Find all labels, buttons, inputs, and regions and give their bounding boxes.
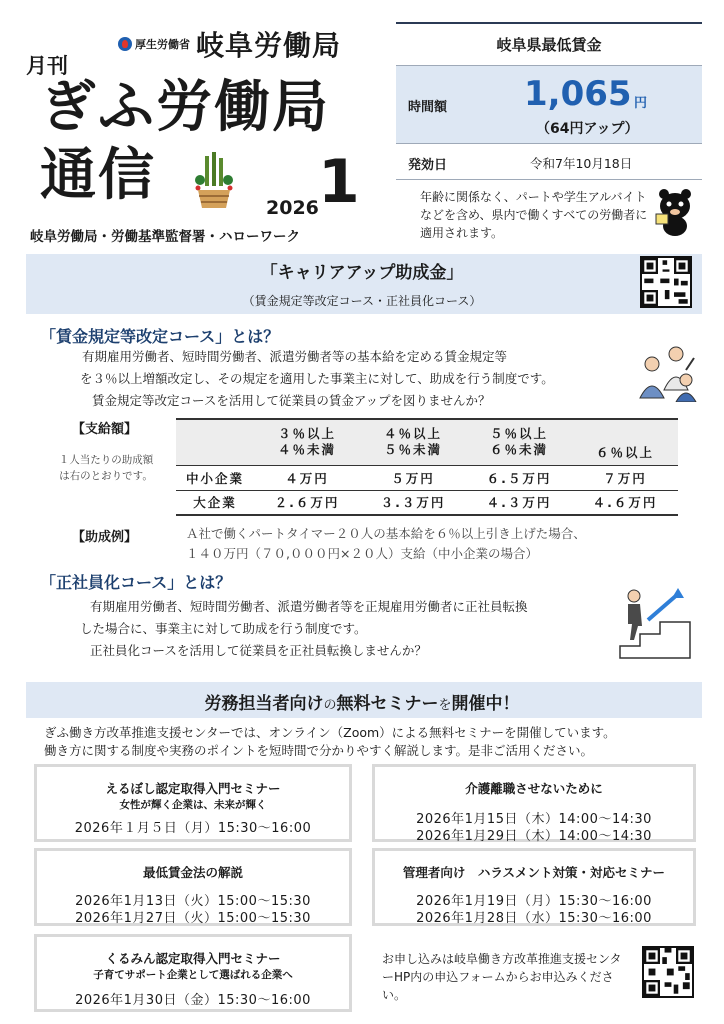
pay-amount-note: １人当たりの助成額は右のとおりです。 (58, 454, 154, 482)
issue-month: 1 (318, 147, 360, 217)
pay-amount-label: 【支給額】 (72, 422, 138, 437)
table-cell: ２.６万円 (254, 490, 360, 515)
seminar-intro-line-1: ぎふ働き方改革推進支援センターでは、オンライン（Zoom）による無料セミナーを開催しています。 (44, 725, 616, 740)
seminar-card-min-wage[interactable] (34, 848, 352, 926)
seminar-title-b: の (323, 698, 337, 713)
seminar-card-date: 2026年1月15日（木）14:00～14:30 (416, 812, 652, 827)
regular-course-line-2: した場合に、事業主に対して助成を行う制度です。 (80, 621, 367, 636)
table-cell: ５万円 (360, 465, 466, 490)
wage-course-line-1: 有期雇用労働者、短時間労働者、派遣労働者等の基本給を定める賃金規定等 (82, 349, 508, 364)
people-celebrating-icon (632, 340, 698, 402)
mhlw-mark-icon (118, 37, 132, 51)
table-row (176, 490, 678, 515)
subsidy-table (176, 418, 678, 516)
example-line-2: １４０万円（７０,０００円×２０人）支給（中小企業の場合） (186, 546, 538, 561)
example-line-1: Ａ社で働くパートタイマー２０人の基本給を６％以上引き上げた場合、 (186, 526, 586, 541)
table-header-text: ５％以上 ６％未満 (489, 426, 548, 458)
table-header-cell (572, 419, 678, 465)
seminar-card-date: 2026年1月27日（火）15:00～15:30 (75, 911, 311, 926)
seminar-card-date: 2026年１月５日（月）15:30～16:00 (74, 821, 312, 836)
seminar-title-e: 開催中！ (451, 694, 520, 714)
wage-increase: （64円アップ） (536, 121, 639, 137)
seminar-card-date: 2026年1月28日（水）15:30～16:00 (416, 911, 652, 926)
seminar-title-c: 無料セミナー (336, 694, 439, 714)
example-text (186, 524, 586, 564)
seminar-card-title: くるみん認定取得入門セミナー (105, 951, 281, 966)
grant-subtitle: （賃金規定等改定コース・正社員化コース） (242, 294, 482, 308)
application-note: お申し込みは岐阜働き方改革推進支援センターHP内の申込フォームからお申込みください。 (382, 952, 622, 1002)
table-header-text: ６％以上 (595, 444, 654, 460)
table-cell: 中小企業 (176, 465, 254, 490)
wage-course-line-2: を３％以上増額改定し、その規定を適用した事業主に対して、助成を行う制度です。 (80, 371, 554, 386)
seminar-card-subtitle: 女性が輝く企業は、未来が輝く (119, 799, 267, 811)
minimum-wage-amount: 1,065 (524, 74, 632, 114)
seminar-title-a: 労務担当者向け (204, 694, 324, 714)
minimum-wage-note: 年齢に関係なく、パートや学生アルバイトなどを含め、県内で働くすべての労働者に適用されます。 (420, 190, 648, 240)
grant-title: 「キャリアアップ助成金」 (260, 263, 464, 283)
seminar-card-title: 管理者向け ハラスメント対策・対応セミナー (402, 865, 666, 880)
effective-date-row (396, 144, 702, 180)
regular-course-line-3: 正社員化コースを活用して従業員を正社員転換しませんか？ (90, 643, 427, 658)
mhlw-logo (118, 36, 190, 52)
table-header-cell (176, 419, 254, 465)
example-label: 【助成例】 (72, 530, 138, 545)
table-cell: 大企業 (176, 490, 254, 515)
qr-code-icon[interactable] (642, 946, 694, 998)
table-cell: ４.３万円 (466, 490, 572, 515)
seminar-card-harassment[interactable] (372, 848, 696, 926)
wage-course-heading: 「賃金規定等改定コース」とは？ (40, 327, 280, 346)
mhlw-logo-text: 厚生労働省 (135, 38, 190, 51)
seminar-card-kurumin[interactable] (34, 934, 352, 1012)
seminar-card-title: 介護離職させないために (465, 781, 603, 796)
table-header-text: ４％以上 ５％未満 (383, 426, 442, 458)
seminar-card-care-leave[interactable] (372, 764, 696, 842)
table-cell: ７万円 (572, 465, 678, 490)
kadomatsu-icon (190, 152, 238, 210)
newsletter-title: ぎふ労働局 (40, 75, 330, 140)
seminar-card-date: 2026年1月19日（月）15:30～16:00 (416, 894, 652, 909)
monthly-label: 月刊 (26, 54, 68, 78)
effective-label: 発効日 (408, 158, 448, 173)
hourly-label: 時間額 (408, 100, 448, 115)
seminar-intro (44, 724, 704, 760)
minimum-wage-hourly-row (396, 66, 702, 144)
qr-code-icon[interactable] (640, 256, 692, 308)
table-cell: ４.６万円 (572, 490, 678, 515)
yen-unit: 円 (634, 96, 648, 111)
effective-date: 令和7年10月18日 (530, 156, 633, 171)
seminar-title-d: を (438, 698, 452, 713)
minimum-wage-box (396, 22, 702, 180)
seminar-card-date: 2026年1月13日（火）15:00～15:30 (75, 894, 311, 909)
regular-course-heading: 「正社員化コース」とは？ (40, 573, 232, 592)
newsletter-title-2: 通信 (40, 143, 156, 208)
mascot-icon (654, 188, 696, 236)
seminar-card-date: 2026年1月29日（木）14:00～14:30 (416, 829, 652, 844)
seminar-title (0, 689, 724, 714)
seminar-card-date: 2026年1月30日（金）15:30～16:00 (75, 993, 311, 1008)
wage-course-line-3: 賃金規定等改定コースを活用して従業員の賃金アップを図りませんか？ (92, 393, 491, 408)
table-header-text: ３％以上 ４％未満 (277, 426, 336, 458)
table-row (176, 465, 678, 490)
organization-line: 岐阜労働局・労働基準監督署・ハローワーク (30, 229, 300, 245)
table-cell: ４万円 (254, 465, 360, 490)
table-header-cell (254, 419, 360, 465)
seminar-card-subtitle: 子育てサポート企業として選ばれる企業へ (93, 969, 293, 981)
table-header-cell (466, 419, 572, 465)
table-cell: ３.３万円 (360, 490, 466, 515)
seminar-card-eruboshi[interactable] (34, 764, 352, 842)
issue-year: 2026 (266, 197, 319, 219)
header-logo-line (118, 24, 341, 64)
table-cell: ６.５万円 (466, 465, 572, 490)
seminar-intro-line-2: 働き方に関する制度や実務のポイントを短時間で分かりやすく解説します。是非ご活用ください。 (44, 743, 594, 758)
bureau-name: 岐阜労働局 (196, 29, 342, 62)
minimum-wage-heading: 岐阜県最低賃金 (396, 24, 702, 66)
stairs-climbing-icon (618, 580, 692, 660)
table-header-cell (360, 419, 466, 465)
seminar-card-title: 最低賃金法の解説 (142, 865, 243, 880)
seminar-card-title: えるぼし認定取得入門セミナー (105, 781, 281, 796)
regular-course-line-1: 有期雇用労働者、短時間労働者、派遣労働者等を正規雇用労働者に正社員転換 (90, 599, 528, 614)
table-header-row (176, 419, 678, 465)
